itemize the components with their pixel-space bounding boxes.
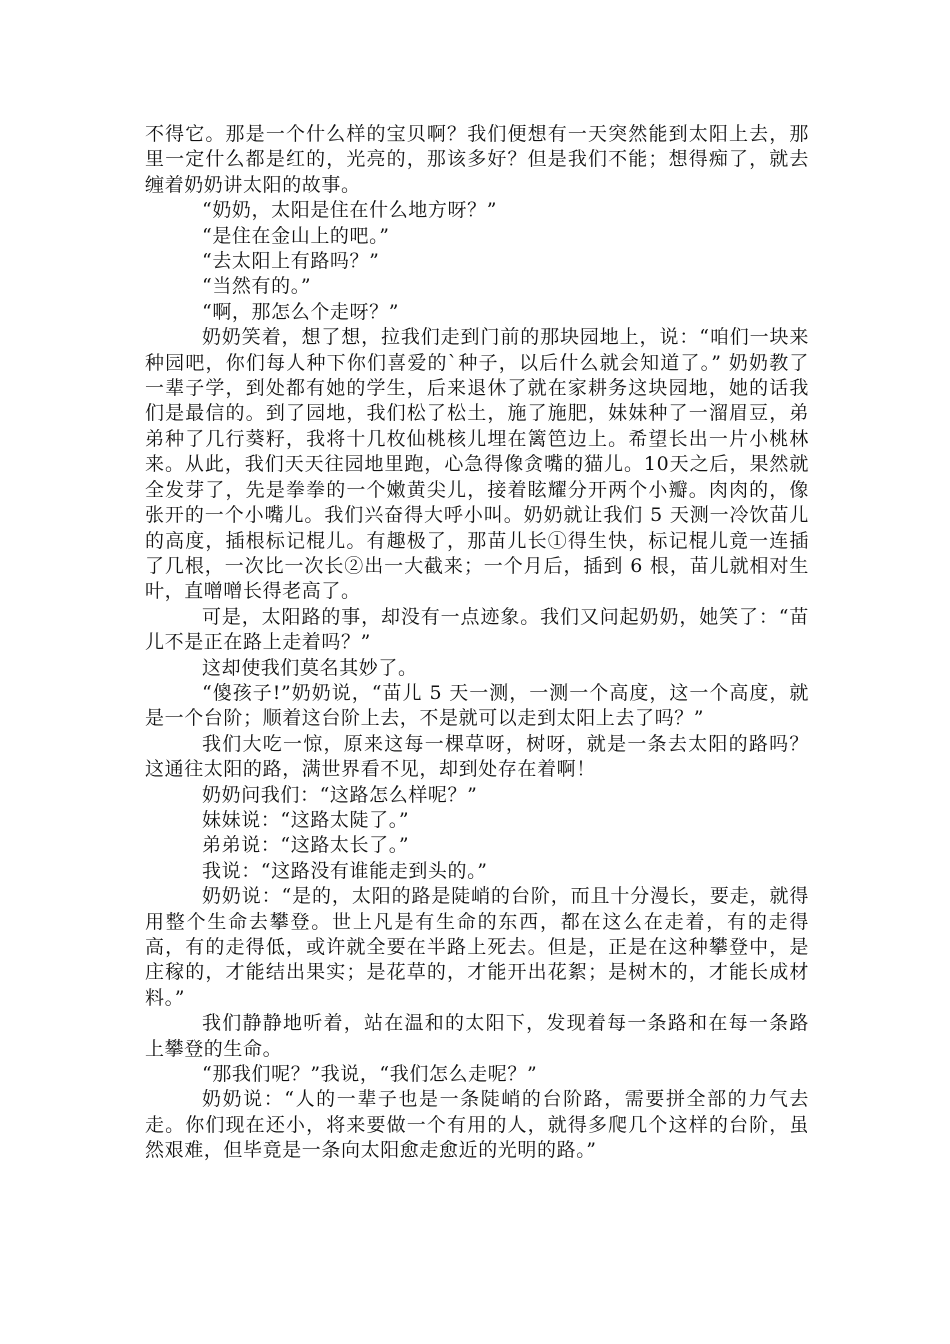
paragraph-13: 妹妹说：“这路太陡了。” xyxy=(202,808,410,831)
paragraph-15: 我说：“这路没有谁能走到头的。” xyxy=(202,859,488,882)
paragraph-2: “奶奶，太阳是住在什么地方呀？” xyxy=(202,199,498,222)
paragraph-4: “去太阳上有路吗？” xyxy=(202,250,380,273)
paragraph-1: 不得它。那是一个什么样的宝贝啊？我们便想有一天突然能到太阳上去，那里一定什么都是红的，光亮的，那该多好？但是我们不能；想得痴了，就去缠着奶奶讲太阳的故事。 xyxy=(145,123,809,196)
paragraph-16: 奶奶说：“是的，太阳的路是陡峭的台阶，而且十分漫长，要走，就得用整个生命去攀登。世上凡是有生命的东西，都在这么在走着，有的走得高，有的走得低，或许就全要在半路上死去。但是，正是在这种攀登中，是庄稼的，才能结出果实；是花草的，才能开出花絮；是树木的，才能长成材料。” xyxy=(145,885,809,1009)
paragraph-19: 奶奶说：“人的一辈子也是一条陡峭的台阶路，需要拼全部的力气去走。你们现在还小，将来要做一个有用的人，就得多爬几个这样的台阶，虽然艰难，但毕竟是一条向太阳愈走愈近的光明的路。” xyxy=(145,1088,809,1162)
paragraph-12: 奶奶问我们：“这路怎么样呢？” xyxy=(202,783,478,806)
paragraph-10: “傻孩子!”奶奶说，“苗儿 5 天一测，一测一个高度，这一个高度，就是一个台阶；顺着这台阶上去，不是就可以走到太阳上去了吗？” xyxy=(145,681,809,730)
paragraph-5: “当然有的。” xyxy=(202,275,312,298)
paragraph-17: 我们静静地听着，站在温和的太阳下，发现着每一条路和在每一条路上攀登的生命。 xyxy=(145,1012,809,1060)
paragraph-14: 弟弟说：“这路太长了。” xyxy=(202,834,410,857)
paragraph-18: “那我们呢？”我说，“我们怎么走呢？” xyxy=(202,1063,538,1086)
paragraph-9: 这却使我们莫名其妙了。 xyxy=(202,656,418,679)
paragraph-3: “是住在金山上的吧。” xyxy=(202,224,390,247)
paragraph-8: 可是，太阳路的事，却没有一点迹象。我们又问起奶奶，她笑了：“苗儿不是正在路上走着吗？” xyxy=(145,605,809,654)
document-body xyxy=(145,122,809,1164)
paragraph-7: 奶奶笑着，想了想，拉我们走到门前的那块园地上，说：“咱们一块来种园吧，你们每人种下你们喜爱的`种子，以后什么就会知道了。” 奶奶教了一辈子学，到处都有她的学生，后来退休了就在家耕务这块园地，她的话我们是最信的。到了园地，我们松了松土，施了施肥，妹妹种了一溜眉豆，弟弟种了几行葵籽，我将十几枚仙桃核儿埋在篱笆边上。希望长出一片小桃林来。从此，我们天天往园地里跑，心急得像贪嘴的猫儿。10天之后，果然就全发芽了，先是拳拳的一个嫩黄尖儿，接着眩耀分开两个小瓣。肉肉的，像张开的一个小嘴儿。我们兴奋得大呼小叫。奶奶就让我们 5 天测一冷饮苗儿的高度，插根标记棍儿。有趣极了，那苗儿长①得生快，标记棍儿竟一连插了几根，一次比一次长②出一大截来；一个月后，插到 6 根，苗儿就相对生叶，直噌噌长得老高了。 xyxy=(145,326,809,603)
paragraph-11: 我们大吃一惊，原来这每一棵草呀，树呀，就是一条去太阳的路吗？这通往太阳的路，满世界看不见，却到处存在着啊！ xyxy=(145,732,809,781)
paragraph-6: “啊，那怎么个走呀？” xyxy=(202,300,400,323)
